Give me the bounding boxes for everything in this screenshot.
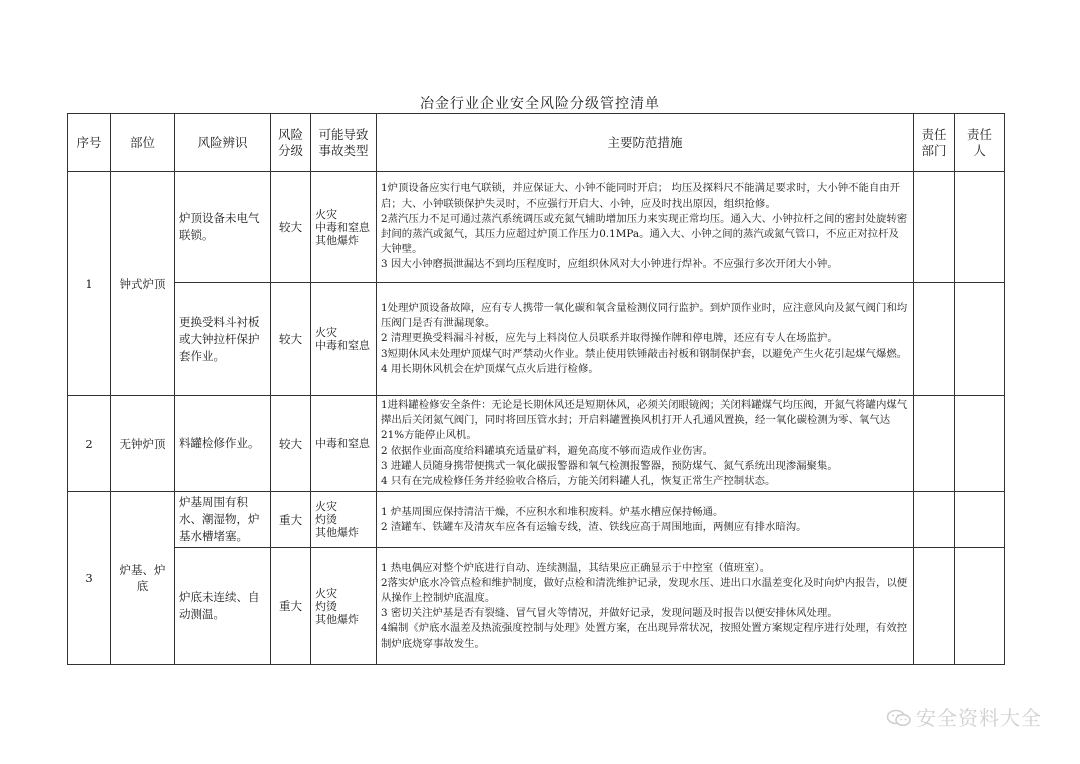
header-index: 序号 bbox=[68, 114, 111, 172]
measure-item: 2 依据作业面高度给料罐填充适量矿料，避免高度不够而造成作业伤害。 bbox=[381, 444, 714, 457]
measure-item: 4 用长期休风机会在炉顶煤气点火后进行检修。 bbox=[381, 362, 599, 375]
row-risk: 炉底未连续、自动测温。 bbox=[175, 548, 271, 665]
row-index: 3 bbox=[68, 492, 111, 665]
measure-item: 1 热电偶应对整个炉底进行自动、连续测温，其结果应正确显示于中控室（值班室）。 bbox=[381, 561, 771, 574]
accident-type: 其他爆炸 bbox=[315, 612, 359, 626]
header-accident bbox=[311, 114, 377, 172]
page-title: 冶金行业企业安全风险分级管控清单 bbox=[420, 96, 660, 112]
header-part: 部位 bbox=[111, 114, 175, 172]
table-row bbox=[68, 172, 1005, 283]
header-dept bbox=[914, 114, 955, 172]
header-person-text: 责任 人 bbox=[966, 126, 992, 158]
row-part: 钟式炉顶 bbox=[111, 172, 175, 396]
table-row bbox=[68, 396, 1005, 492]
row-part: 炉基、炉底 bbox=[111, 492, 175, 665]
risk-control-table bbox=[67, 113, 1005, 665]
row-accident bbox=[311, 396, 377, 492]
header-measures: 主要防范措施 bbox=[377, 114, 914, 172]
measure-item: 3 因大小钟磨损泄漏达不到均压程度时，应组织休风对大小钟进行焊补。不应强行多次开闭大小钟。 bbox=[381, 258, 838, 271]
row-accident bbox=[311, 492, 377, 548]
accident-type: 其他爆炸 bbox=[315, 526, 359, 540]
header-person bbox=[955, 114, 1005, 172]
table-row bbox=[68, 548, 1005, 665]
header-level bbox=[271, 114, 311, 172]
row-dept bbox=[914, 172, 955, 283]
row-level: 较大 bbox=[271, 396, 311, 492]
measure-item: 1进料罐检修安全条件：无论是长期休风还是短期休风，必须关闭眼镜阀；关闭料罐煤气均压阀，开氮气将罐内煤气撵出后关闭氮气阀门，同时将回压管水封；开启料罐置换风机打开人孔通风置换，经一氧化碳检测为零、氧气达21%方能停止风机。 bbox=[381, 399, 908, 442]
measure-item: 1 炉基周围应保持清洁干燥，不应积水和堆积废料。炉基水槽应保持畅通。 bbox=[381, 505, 724, 518]
measure-item: 2落实炉底水冷管点检和维护制度，做好点检和清洗维护记录，发现水压、进出口水温差变化及时向炉内报告，以便从操作上控制炉底温度。 bbox=[381, 576, 908, 605]
measure-item: 2 渣罐车、铁罐车及清灰车应各有运输专线，渣、铁线应高于周围地面，两侧应有排水暗沟。 bbox=[381, 520, 807, 533]
row-accident bbox=[311, 283, 377, 396]
row-measures bbox=[377, 283, 914, 396]
accident-type: 火灾 bbox=[315, 207, 337, 221]
measure-item: 3 进罐人员随身携带便携式一氧化碳报警器和氧气检测报警器，预防煤气、氮气系统出现渗漏聚集。 bbox=[381, 459, 838, 472]
row-dept bbox=[914, 492, 955, 548]
table-row bbox=[68, 492, 1005, 548]
row-person bbox=[955, 283, 1005, 396]
row-part: 无钟炉顶 bbox=[111, 396, 175, 492]
row-accident bbox=[311, 172, 377, 283]
row-level: 较大 bbox=[271, 283, 311, 396]
accident-type: 中毒和窒息 bbox=[315, 220, 370, 234]
accident-type: 火灾 bbox=[315, 586, 337, 600]
row-accident bbox=[311, 548, 377, 665]
row-risk: 炉基周围有积水、潮湿物，炉基水槽堵塞。 bbox=[175, 492, 271, 548]
accident-type: 其他爆炸 bbox=[315, 233, 359, 247]
row-level: 较大 bbox=[271, 172, 311, 283]
row-level: 重大 bbox=[271, 548, 311, 665]
row-person bbox=[955, 172, 1005, 283]
accident-type: 火灾 bbox=[315, 326, 337, 339]
watermark bbox=[886, 702, 1042, 731]
row-index: 1 bbox=[68, 172, 111, 396]
row-index: 2 bbox=[68, 396, 111, 492]
row-dept bbox=[914, 548, 955, 665]
row-measures bbox=[377, 172, 914, 283]
accident-type: 灼烫 bbox=[315, 599, 337, 613]
measure-item: 4编制《炉底水温差及热流强度控制与处理》处置方案，在出现异常状况，按照处置方案规定程序进行处理，有效控制炉底烧穿事故发生。 bbox=[381, 622, 908, 650]
measure-item: 3短期休风未处理炉顶煤气时严禁动火作业。禁止使用铁锤敲击衬板和钢制保护套，以避免产生火花引起煤气爆燃。 bbox=[381, 347, 908, 360]
accident-type: 中毒和窒息 bbox=[315, 437, 370, 451]
table-row bbox=[68, 283, 1005, 396]
watermark-text: 安全资料大全 bbox=[916, 706, 1042, 730]
row-dept bbox=[914, 283, 955, 396]
row-dept bbox=[914, 396, 955, 492]
measure-item: 3 密切关注炉基是否有裂缝、冒气冒火等情况，并做好记录，发现问题及时报告以便安排休风处理。 bbox=[381, 607, 838, 620]
row-measures bbox=[377, 548, 914, 665]
header-dept-text: 责任 部门 bbox=[921, 126, 947, 158]
measure-item: 2 清理更换受料漏斗衬板，应先与上料岗位人员联系并取得操作牌和停电牌，还应有专人在场监护。 bbox=[381, 332, 838, 345]
row-person bbox=[955, 492, 1005, 548]
row-measures bbox=[377, 492, 914, 548]
header-row bbox=[68, 114, 1005, 172]
header-level-text: 风险 分级 bbox=[277, 126, 303, 158]
measure-item: 2蒸汽压力不足可通过蒸汽系统调压或充氮气辅助增加压力来实现正常均压。通入大、小钟拉杆之间的密封处旋转密封间的蒸汽或氮气，其压力应超过炉顶工作压力0.1MPa。通入大、小钟之间的蒸汽或氮气管口，不应正对拉杆及大钟壁。 bbox=[381, 212, 908, 256]
row-person bbox=[955, 396, 1005, 492]
measure-item: 1处理炉顶设备故障，应有专人携带一氧化碳和氧含量检测仪同行监护。到炉顶作业时，应注意风向及氮气阀门和均压阀门是否有泄漏现象。 bbox=[381, 301, 908, 330]
measure-item: 4 只有在完成检修任务并经验收合格后，方能关闭料罐人孔，恢复正常生产控制状态。 bbox=[381, 475, 776, 488]
row-risk: 炉顶设备未电气联锁。 bbox=[175, 172, 271, 283]
header-accident-text: 可能导致 事故类型 bbox=[318, 126, 369, 158]
row-level: 重大 bbox=[271, 492, 311, 548]
accident-type: 火灾 bbox=[315, 500, 337, 514]
row-risk: 更换受料斗衬板或大钟拉杆保护套作业。 bbox=[175, 283, 271, 396]
measure-item: 1炉顶设备应实行电气联锁，并应保证大、小钟不能同时开启； 均压及探料尺不能满足要求时，大小钟不能自由开启；大、小钟联锁保护失灵时，不应强行开启大、小钟，应及时找出原因，组织抢修。 bbox=[381, 182, 901, 210]
row-risk: 料罐检修作业。 bbox=[175, 396, 271, 492]
accident-type: 灼烫 bbox=[315, 513, 337, 527]
row-measures bbox=[377, 396, 914, 492]
row-person bbox=[955, 548, 1005, 665]
header-risk: 风险辨识 bbox=[175, 114, 271, 172]
accident-type: 中毒和窒息 bbox=[315, 339, 370, 352]
wechat-icon bbox=[886, 709, 912, 727]
